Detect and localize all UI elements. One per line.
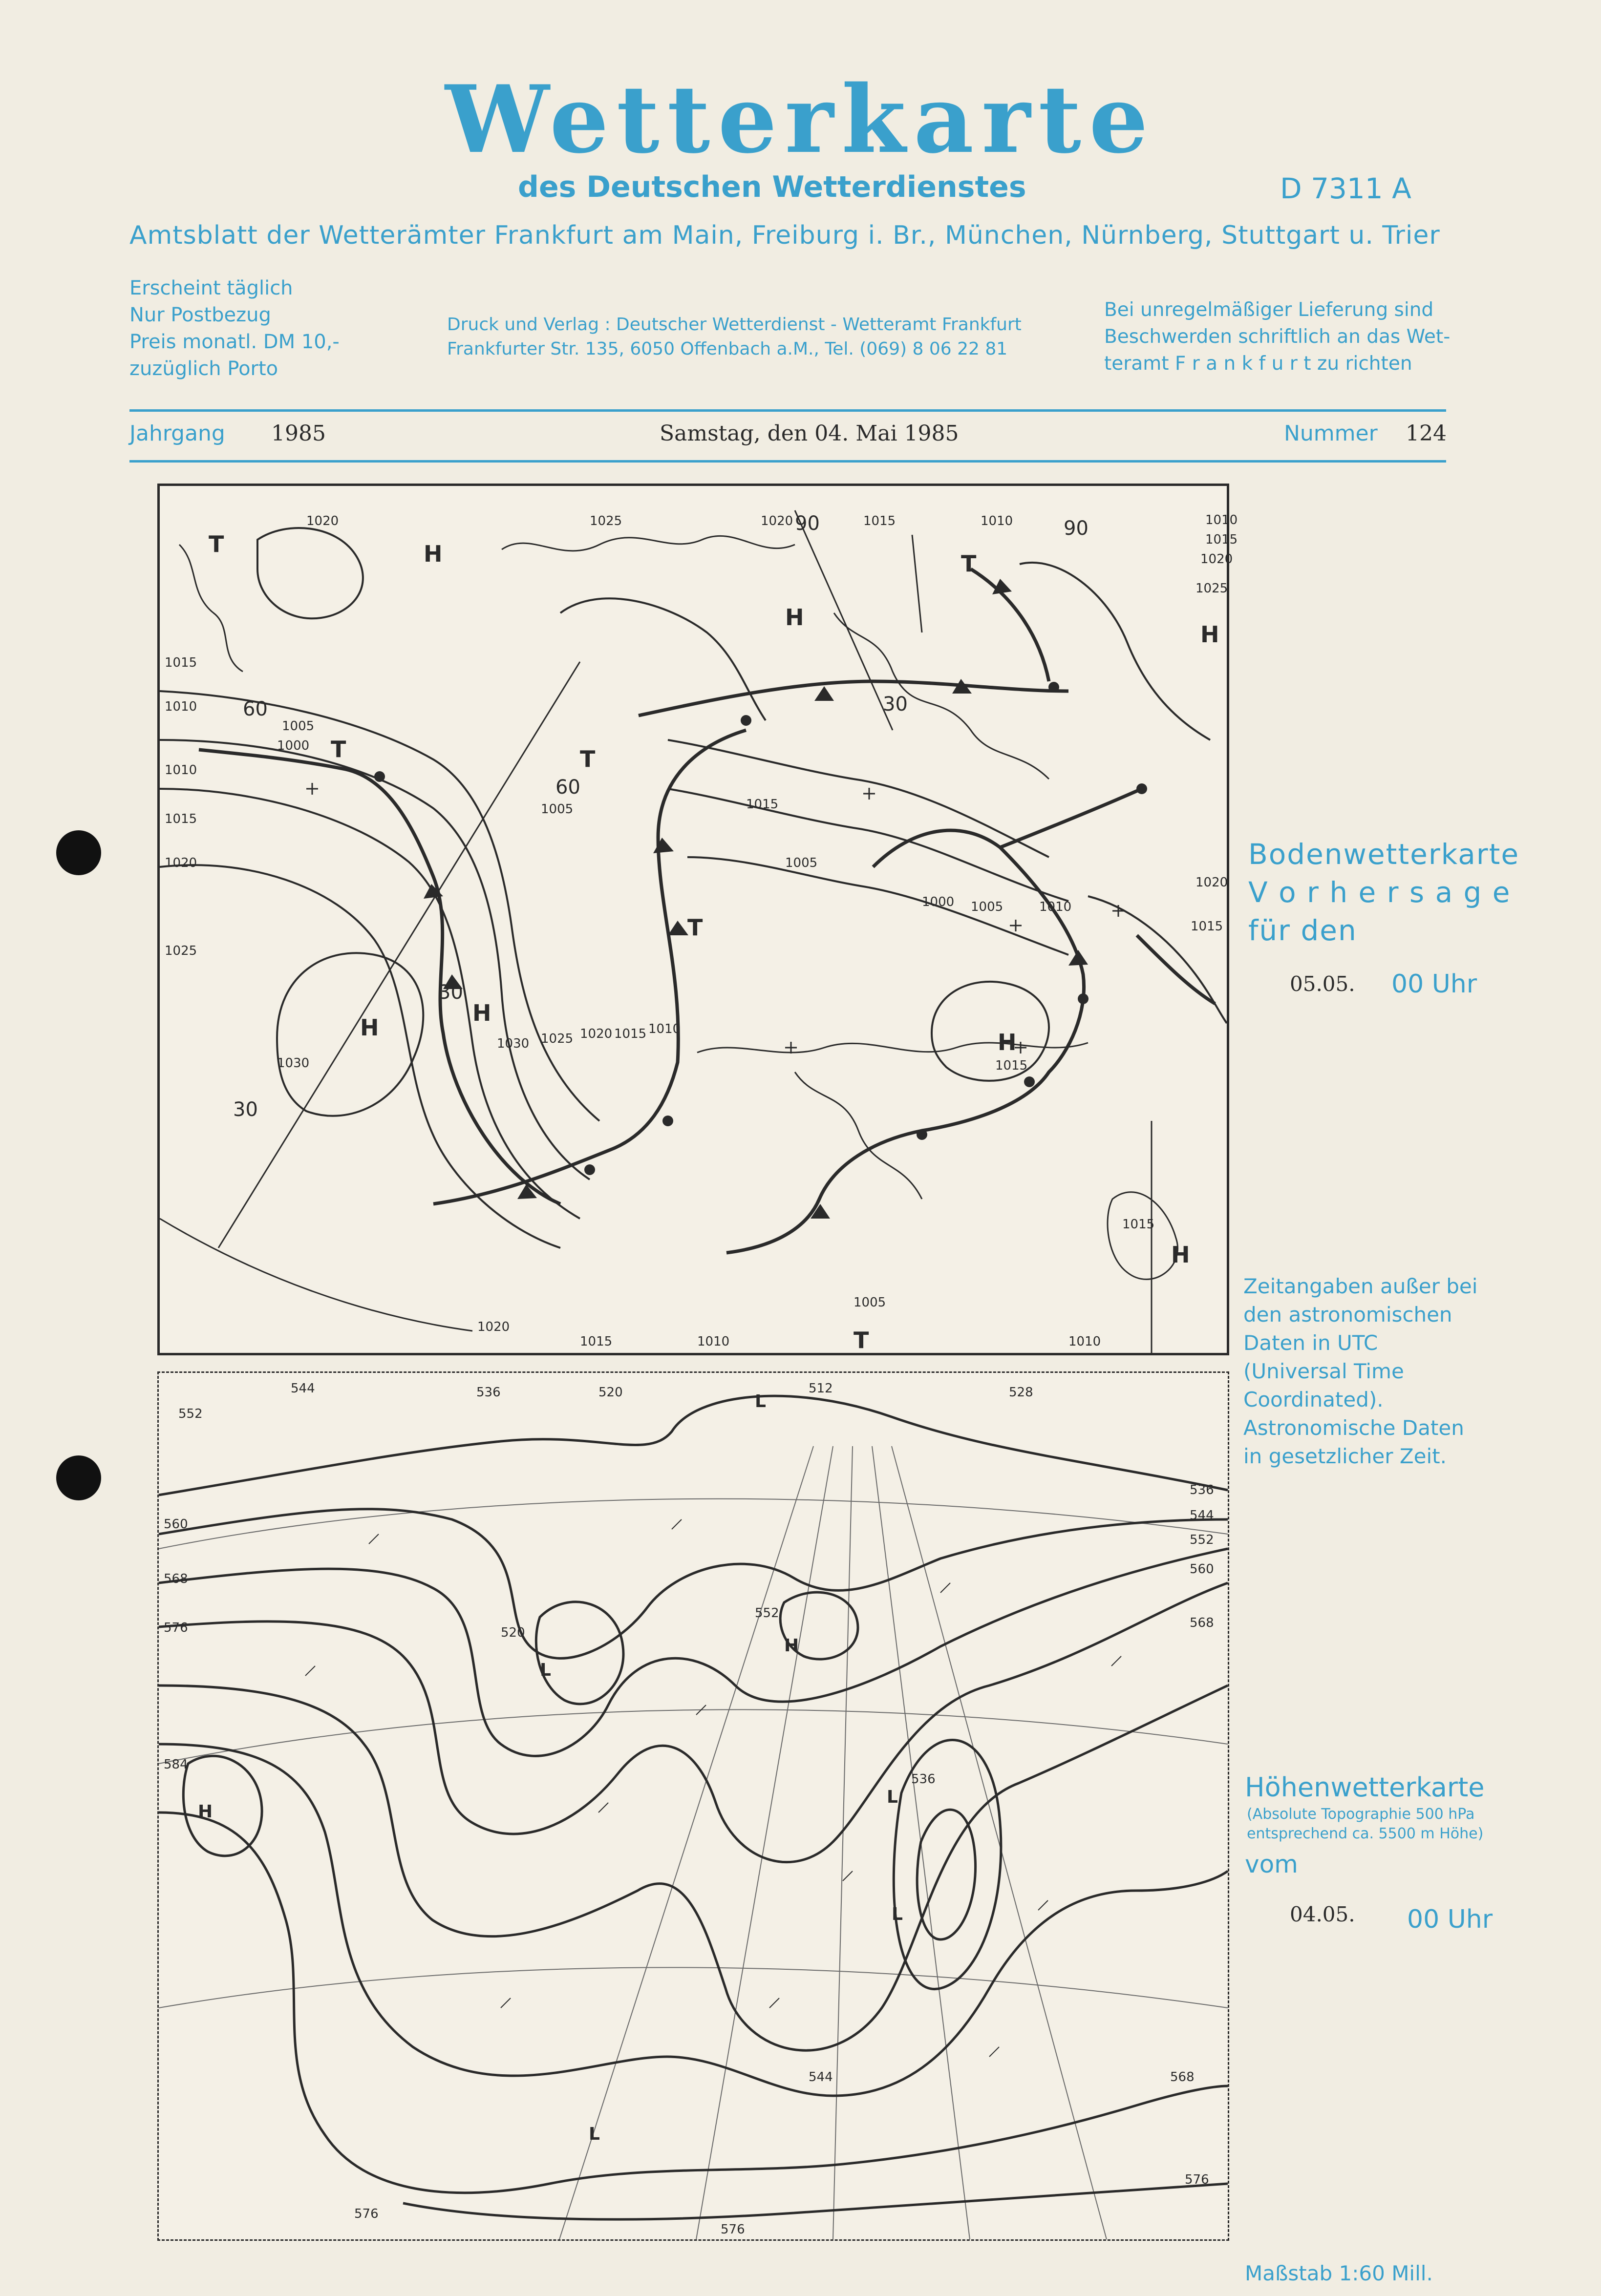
line-label: 30	[883, 693, 908, 716]
isobar-label: 1010	[648, 1022, 681, 1036]
isobar-label: 1020	[580, 1027, 613, 1041]
isobar-label: 1010	[165, 699, 197, 714]
isobar-label: 1010	[165, 763, 197, 778]
jahrgang-label: Jahrgang	[129, 421, 225, 446]
surface-map-caption	[1248, 835, 1519, 949]
height-label: 576	[354, 2207, 379, 2221]
height-label: 544	[291, 1381, 315, 1396]
time-note-line: Zeitangaben außer bei	[1243, 1274, 1478, 1298]
height-label: 520	[598, 1385, 623, 1400]
upper-map-vom: vom	[1245, 1850, 1298, 1878]
complaint-line: Bei unregelmäßiger Lieferung sind	[1104, 299, 1434, 321]
height-label: 512	[809, 1381, 833, 1396]
height-center: H	[784, 1636, 799, 1656]
isobar-label: 1010	[1205, 513, 1238, 527]
height-label: 568	[164, 1572, 188, 1586]
pressure-center: H	[1171, 1242, 1190, 1268]
isobar-label: 1025	[1195, 581, 1228, 596]
line-label: 90	[1064, 517, 1089, 540]
height-label: 520	[501, 1625, 525, 1640]
isobar-label: 1025	[590, 514, 622, 528]
isobar-label: 1015	[995, 1058, 1028, 1073]
isobar-label: 1020	[1200, 552, 1233, 567]
pressure-center: T	[854, 1327, 869, 1353]
publication-line: Erscheint täglich	[129, 277, 293, 299]
pressure-center: H	[785, 604, 804, 631]
map-scale: Maßstab 1:60 Mill.	[1245, 2261, 1433, 2285]
isobar-label: 1020	[1195, 875, 1228, 890]
isobar-label: 1005	[854, 1295, 886, 1310]
pressure-center: T	[961, 550, 977, 577]
isobar-label: 1015	[580, 1334, 613, 1349]
nummer-label: Nummer	[1284, 421, 1378, 446]
isobar-label: 1005	[971, 900, 1003, 914]
height-label: 568	[1170, 2070, 1195, 2085]
height-label: 528	[1009, 1385, 1033, 1400]
pressure-center: T	[209, 531, 224, 557]
height-label: 552	[178, 1407, 203, 1421]
height-label: 560	[1190, 1562, 1214, 1577]
header-rule-top	[129, 409, 1446, 412]
isobar-label: 1015	[746, 797, 779, 812]
upper-air-map	[157, 1371, 1229, 2241]
line-label: 30	[438, 981, 463, 1004]
pressure-center: H	[424, 541, 443, 567]
height-center: L	[589, 2124, 600, 2144]
time-note-line: in gesetzlicher Zeit.	[1243, 1444, 1447, 1468]
upper-map-date: 04.05.	[1290, 1902, 1355, 1926]
height-label: 544	[1190, 1508, 1214, 1523]
height-center: H	[198, 1802, 213, 1822]
isobar-label: 1000	[922, 895, 955, 909]
isobar-label: 1015	[1122, 1217, 1155, 1232]
isobar-label: 1020	[477, 1320, 510, 1334]
height-label: 576	[1185, 2172, 1209, 2187]
isobar-label: 1030	[497, 1036, 530, 1051]
height-center: L	[892, 1904, 903, 1924]
complaint-line: teramt F r a n k f u r t zu richten	[1104, 353, 1412, 375]
height-label: 576	[164, 1621, 188, 1635]
isobar-label: 1015	[1205, 532, 1238, 547]
publication-line: zuzüglich Porto	[129, 358, 278, 380]
isobar-label: 1005	[785, 856, 818, 870]
surface-weather-map	[157, 484, 1238, 1355]
height-label: 568	[1190, 1616, 1214, 1630]
pressure-center: H	[1200, 621, 1219, 648]
height-center: L	[755, 1391, 766, 1411]
isobar-label: 1005	[282, 719, 315, 734]
isobar-label: 1020	[761, 514, 793, 528]
pressure-center: H	[998, 1029, 1017, 1055]
doc-number: D 7311 A	[1280, 172, 1411, 205]
line-label: 30	[233, 1098, 258, 1121]
surface-caption-line: für den	[1248, 914, 1357, 947]
height-label: 552	[1190, 1533, 1214, 1547]
height-label: 544	[809, 2070, 833, 2085]
isobar-label: 1020	[306, 514, 339, 528]
publication-line: Nur Postbezug	[129, 304, 271, 326]
time-note	[1243, 1272, 1477, 1471]
upper-map-subcaption	[1247, 1805, 1483, 1844]
pressure-center: H	[472, 1000, 491, 1026]
isobar-label: 1030	[277, 1056, 310, 1071]
time-note-line: Astronomische Daten	[1243, 1416, 1464, 1440]
surface-caption-line: Bodenwetterkarte	[1248, 838, 1520, 871]
isobar-label: 1015	[1191, 919, 1223, 934]
nummer-value: 124	[1406, 421, 1447, 446]
isobar-label: 1010	[1068, 1334, 1101, 1349]
height-label: 536	[1190, 1483, 1214, 1497]
isobar-label: 1025	[541, 1032, 574, 1046]
isobar-label: 1020	[165, 856, 197, 870]
publisher-line: Druck und Verlag : Deutscher Wetterdienst - Wetteramt Frankfurt	[447, 315, 1022, 335]
height-label: 536	[476, 1385, 501, 1400]
publication-line: Preis monatl. DM 10,-	[129, 331, 340, 353]
complaint-line: Beschwerden schriftlich an das Wet-	[1104, 326, 1451, 348]
time-note-line: Coordinated).	[1243, 1388, 1384, 1411]
isobar-label: 1015	[165, 655, 197, 670]
publication-info	[129, 275, 340, 382]
isobar-label: 1005	[541, 802, 574, 817]
isobar-label: 1010	[981, 514, 1013, 528]
newspaper-title: Wetterkarte	[445, 65, 1156, 174]
isobar-label: 1015	[614, 1027, 647, 1041]
height-label: 536	[911, 1772, 936, 1787]
time-note-line: Daten in UTC	[1243, 1331, 1378, 1355]
isobar-label: 1000	[277, 738, 310, 753]
amtsblatt-line: Amtsblatt der Wetterämter Frankfurt am Main, Freiburg i. Br., München, Nürnberg, Stuttgart u. Trier	[129, 221, 1440, 250]
pressure-center: T	[331, 736, 346, 762]
isobar-label: 1015	[165, 812, 197, 826]
newspaper-subtitle: des Deutschen Wetterdienstes	[518, 170, 1026, 204]
isobar-label: 1015	[863, 514, 896, 528]
publisher-info	[447, 313, 1022, 361]
height-label: 560	[164, 1517, 188, 1532]
height-label: 552	[755, 1606, 779, 1621]
isobar-label: 1010	[1039, 900, 1072, 914]
pressure-center: T	[687, 914, 703, 941]
pressure-center: T	[580, 746, 596, 772]
pressure-center: H	[360, 1014, 379, 1041]
line-label: 90	[795, 512, 820, 535]
height-center: L	[887, 1787, 898, 1807]
complaint-info	[1104, 296, 1450, 377]
upper-map-time: 00 Uhr	[1407, 1905, 1493, 1934]
upper-map-caption: Höhenwetterkarte	[1245, 1772, 1485, 1803]
surface-forecast-time: 00 Uhr	[1391, 969, 1477, 999]
height-center: L	[540, 1660, 551, 1680]
jahrgang-value: 1985	[271, 421, 326, 446]
height-label: 584	[164, 1757, 188, 1772]
height-label: 576	[721, 2222, 745, 2237]
isobar-label: 1010	[697, 1334, 730, 1349]
isobar-label: 1025	[165, 944, 197, 958]
line-label: 60	[555, 776, 580, 799]
line-label: 60	[243, 698, 268, 720]
time-note-line: den astronomischen	[1243, 1303, 1452, 1327]
upper-subcaption-line: entsprechend ca. 5500 m Höhe)	[1247, 1825, 1484, 1842]
time-note-line: (Universal Time	[1243, 1359, 1404, 1383]
punch-hole	[56, 1455, 101, 1500]
surface-forecast-date: 05.05.	[1290, 972, 1355, 996]
punch-hole	[56, 830, 101, 875]
upper-subcaption-line: (Absolute Topographie 500 hPa	[1247, 1806, 1475, 1823]
issue-date: Samstag, den 04. Mai 1985	[660, 421, 959, 446]
surface-caption-line: V o r h e r s a g e	[1248, 876, 1511, 909]
publisher-line: Frankfurter Str. 135, 6050 Offenbach a.M., Tel. (069) 8 06 22 81	[447, 339, 1008, 359]
header-rule-bottom	[129, 460, 1446, 463]
